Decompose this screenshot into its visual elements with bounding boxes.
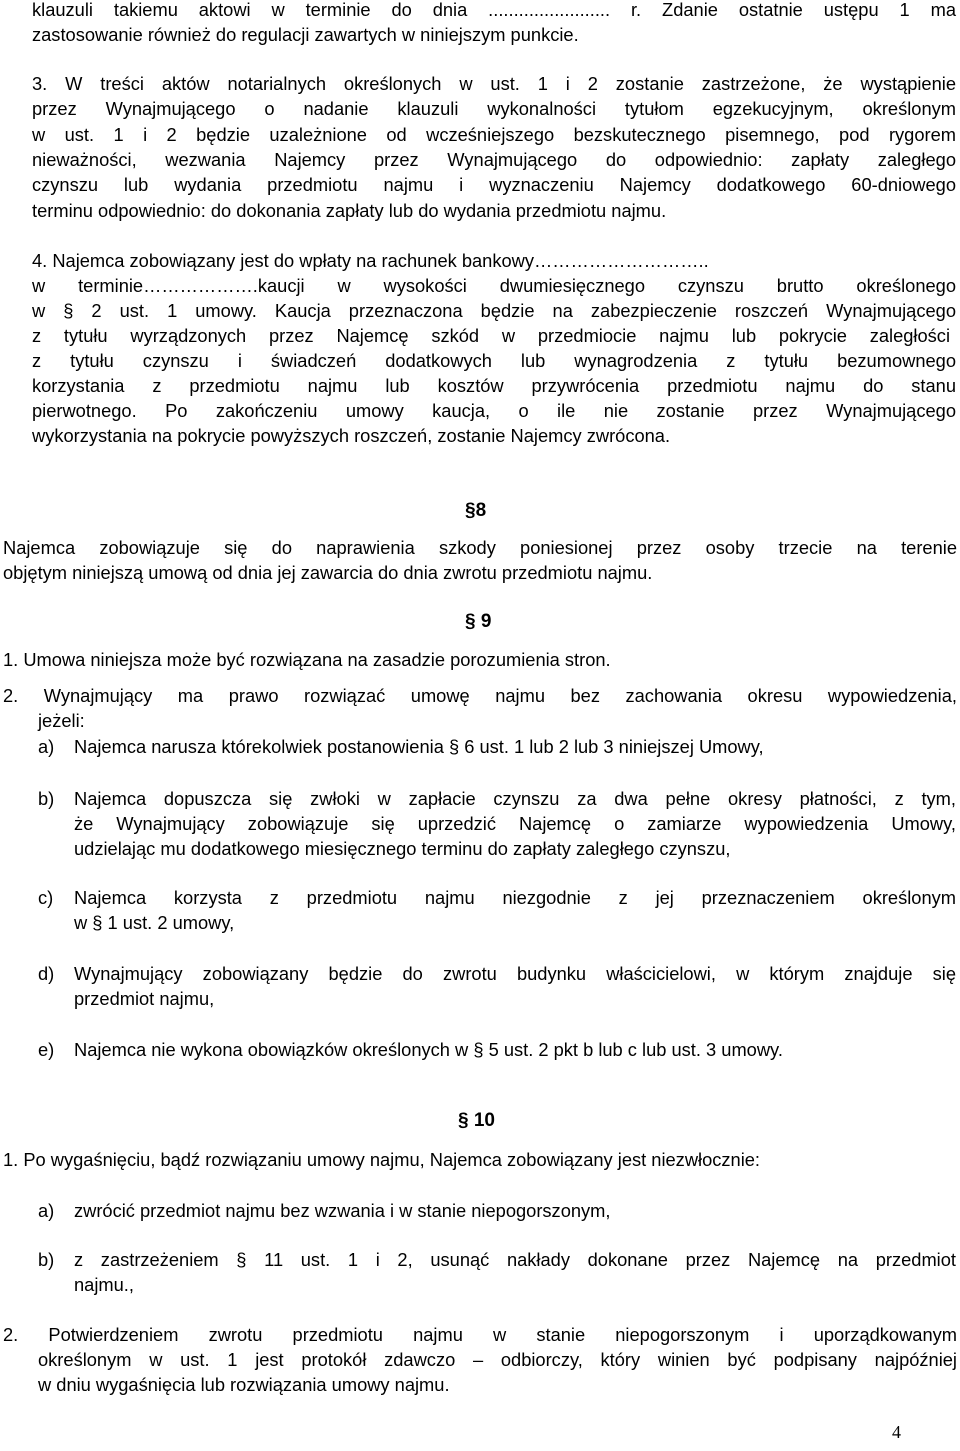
point-4-line: korzystania z przedmiotu najmu lub kosztów przywrócenia przedmiotu najmu do stanu (32, 375, 956, 396)
list-item-line: że Wynajmujący zobowiązuje się uprzedzić Najemcę o zamiarze wypowiedzenia Umowy, (74, 813, 956, 834)
section-9-point-2-line: jeżeli: (38, 710, 85, 731)
section-10-heading: § 10 (458, 1110, 495, 1131)
section-9-point-1: 1. Umowa niniejsza może być rozwiązana na zasadzie porozumienia stron. (3, 649, 611, 670)
section-9-heading: § 9 (465, 611, 492, 632)
list-item-line: najmu., (74, 1274, 134, 1295)
point-4-line: w § 2 ust. 1 umowy. Kaucja przeznaczona będzie na zabezpieczenie roszczeń Wynajmującego (32, 300, 956, 321)
list-item-line: Najemca nie wykona obowiązków określonych w § 5 ust. 2 pkt b lub c lub ust. 3 umowy. (74, 1039, 783, 1060)
section-9-point-2-line: 2. Wynajmujący ma prawo rozwiązać umowę najmu bez zachowania okresu wypowiedzenia, (3, 685, 957, 706)
list-item-label: a) (38, 1200, 55, 1221)
list-item-line: Najemca dopuszcza się zwłoki w zapłacie czynszu za dwa pełne okresy płatności, z tym, (74, 788, 956, 809)
list-item-line: Wynajmujący zobowiązany będzie do zwrotu budynku właścicielowi, w którym znajduje się (74, 963, 956, 984)
section-8-line: objętym niniejszą umową od dnia jej zawarcia do dnia zwrotu przedmiotu najmu. (3, 562, 653, 583)
point-3-line: przez Wynajmującego o nadanie klauzuli wykonalności tytułom egzekucyjnym, określonym (32, 98, 956, 119)
point-4-line: wykorzystania na pokrycie powyższych roszczeń, zostanie Najemcy zwrócona. (32, 425, 671, 446)
list-item-line: udzielając mu dodatkowego miesięcznego terminu do zapłaty zaległego czynszu, (74, 838, 731, 859)
point-3-line: w ust. 1 i 2 będzie uzależnione od wcześniejszego bezskutecznego pisemnego, pod rygorem (32, 124, 956, 145)
point-4-line: pierwotnego. Po zakończeniu umowy kaucja, o ile nie zostanie przez Wynajmującego (32, 400, 956, 421)
point-4-line: 4. Najemca zobowiązany jest do wpłaty na rachunek bankowy……………………….. (32, 250, 709, 271)
section-10-point-2-line: 2. Potwierdzeniem zwrotu przedmiotu najmu w stanie niepogorszonym i uporządkowanym (3, 1324, 957, 1345)
list-item-label: b) (38, 788, 55, 809)
point-3-line: terminu odpowiednio: do dokonania zapłaty lub do wydania przedmiotu najmu. (32, 200, 667, 221)
page-number: 4 (892, 1422, 901, 1442)
point-3-line: nieważności, wezwania Najemcy przez Wynajmującego do odpowiednio: zapłaty zaległego (32, 149, 956, 170)
paragraph-line: klauzuli takiemu aktowi w terminie do dnia ........................ r. Zdanie ostatnie ustępu 1 ma (32, 0, 956, 20)
list-item-label: c) (38, 887, 54, 908)
point-4-line: z tytułu czynszu i świadczeń dodatkowych lub wynagrodzenia z tytułu bezumownego (32, 350, 956, 371)
section-10-point-2-line: w dniu wygaśnięcia lub rozwiązania umowy najmu. (38, 1374, 450, 1395)
section-10-point-1: 1. Po wygaśnięciu, bądź rozwiązaniu umowy najmu, Najemca zobowiązany jest niezwłocznie: (3, 1149, 761, 1170)
list-item-line: zwrócić przedmiot najmu bez wzwania i w stanie niepogorszonym, (74, 1200, 611, 1221)
point-3-line: czynszu lub wydania przedmiotu najmu i wyznaczeniu Najemcy dodatkowego 60-dniowego (32, 174, 956, 195)
list-item-label: e) (38, 1039, 55, 1060)
list-item-line: z zastrzeżeniem § 11 ust. 1 i 2, usunąć nakłady dokonane przez Najemcę na przedmiot (74, 1249, 956, 1270)
section-10-point-2-line: określonym w ust. 1 jest protokół zdawczo – odbiorczy, który winien być podpisany najpóźniej (38, 1349, 957, 1370)
list-item-label: b) (38, 1249, 55, 1270)
point-4-line: z tytułu wyrządzonych przez Najemcę szkód w przedmiocie najmu lub pokrycie zaległości (32, 325, 950, 346)
list-item-line: w § 1 ust. 2 umowy, (74, 912, 235, 933)
point-4-line: w terminie……………….kaucji w wysokości dwumiesięcznego czynszu brutto określonego (32, 275, 956, 296)
point-3-line: 3. W treści aktów notarialnych określonych w ust. 1 i 2 zostanie zastrzeżone, że wystąpienie (32, 73, 956, 94)
list-item-line: Najemca korzysta z przedmiotu najmu niezgodnie z jej przeznaczeniem określonym (74, 887, 956, 908)
section-8-line: Najemca zobowiązuje się do naprawienia szkody poniesionej przez osoby trzecie na terenie (3, 537, 957, 558)
list-item-line: przedmiot najmu, (74, 988, 215, 1009)
paragraph-line: zastosowanie również do regulacji zawartych w niniejszym punkcie. (32, 24, 579, 45)
list-item-label: a) (38, 736, 55, 757)
list-item-line: Najemca narusza którekolwiek postanowienia § 6 ust. 1 lub 2 lub 3 niniejszej Umowy, (74, 736, 764, 757)
list-item-label: d) (38, 963, 55, 984)
section-8-heading: §8 (465, 500, 487, 521)
